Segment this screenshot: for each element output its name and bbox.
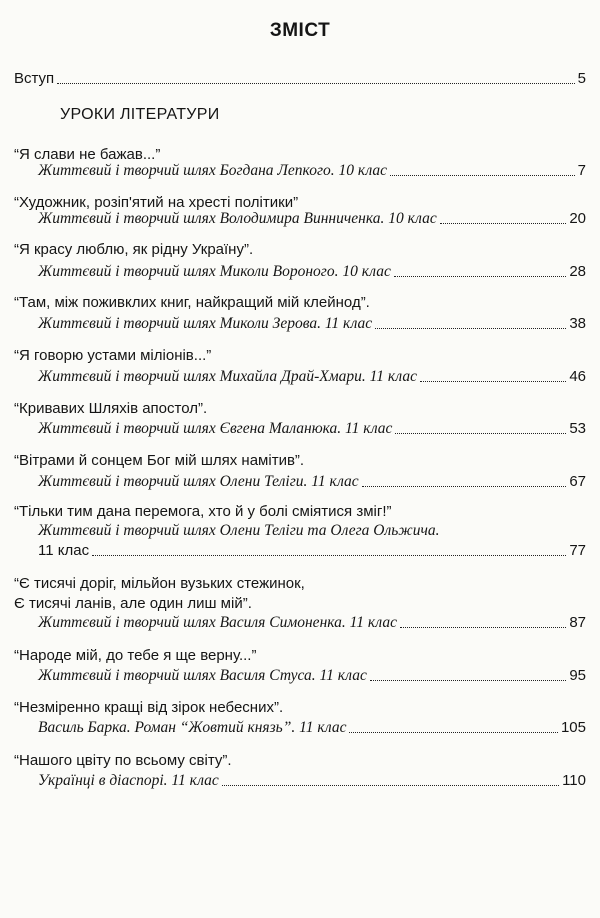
toc-page-number: 7 bbox=[577, 162, 586, 179]
toc-entry[interactable] bbox=[38, 313, 586, 333]
toc-page-number: 28 bbox=[569, 263, 586, 280]
dot-leader bbox=[394, 275, 566, 277]
toc-page-number: 77 bbox=[569, 542, 586, 559]
section-heading: УРОКИ ЛІТЕРАТУРИ bbox=[60, 106, 220, 123]
toc-entry-heading: “Там, між поживклих книг, найкращий мій клейнод”. bbox=[14, 294, 370, 311]
toc-entry-subtitle: Життєвий і творчий шлях Миколи Вороного. 10 клас bbox=[38, 263, 391, 280]
toc-entry-heading: “Я говорю устами міліонів...” bbox=[14, 347, 212, 364]
toc-entry-heading: “Кривавих Шляхів апостол”. bbox=[14, 400, 208, 417]
dot-leader bbox=[390, 174, 575, 176]
toc-entry[interactable] bbox=[38, 540, 586, 560]
toc-entry-subtitle: Життєвий і творчий шлях Миколи Зерова. 11 клас bbox=[38, 315, 373, 332]
toc-page-number: 53 bbox=[569, 420, 586, 437]
toc-entry[interactable] bbox=[38, 208, 586, 228]
toc-entry[interactable] bbox=[38, 418, 586, 438]
toc-page-number: 46 bbox=[569, 368, 586, 385]
toc-entry-heading: “Є тисячі доріг, мільйон вузьких стежинок, bbox=[14, 575, 305, 592]
toc-entry-subtitle: Василь Барка. Роман “Жовтий князь”. 11 клас bbox=[38, 719, 347, 736]
toc-entry-heading: “Нашого цвіту по всьому світу”. bbox=[14, 752, 232, 769]
toc-entry-subtitle: Життєвий і творчий шлях Василя Стуса. 11 клас bbox=[38, 667, 367, 684]
dot-leader bbox=[57, 82, 574, 84]
dot-leader bbox=[370, 679, 566, 681]
dot-leader bbox=[349, 731, 558, 733]
dot-leader bbox=[92, 554, 566, 556]
toc-entry[interactable] bbox=[38, 366, 586, 386]
toc-entry-heading: “Я красу люблю, як рідну Україну”. bbox=[14, 241, 254, 258]
toc-entry-subtitle: Українці в діаспорі. 11 клас bbox=[38, 772, 219, 789]
dot-leader bbox=[222, 784, 559, 786]
dot-leader bbox=[400, 626, 566, 628]
toc-entry[interactable] bbox=[38, 612, 586, 632]
toc-entry-subtitle: Життєвий і творчий шлях Євгена Маланюка. 11 клас bbox=[38, 420, 393, 437]
toc-entry[interactable] bbox=[38, 160, 586, 180]
toc-entry-heading: “Вітрами й сонцем Бог мій шлях намітив”. bbox=[14, 452, 305, 469]
toc-entry-subtitle: Життєвий і творчий шлях Михайла Драй-Хмари. 11 клас bbox=[38, 368, 417, 385]
toc-entry-subtitle: Життєвий і творчий шлях Володимира Винниченка. 10 клас bbox=[38, 210, 437, 227]
toc-intro[interactable] bbox=[14, 68, 586, 88]
toc-page-number: 105 bbox=[560, 719, 586, 736]
toc-entry-subtitle: Життєвий і творчий шлях Василя Симоненка. 11 клас bbox=[38, 614, 397, 631]
dot-leader bbox=[395, 432, 566, 434]
toc-entry-heading: “Художник, розіп'ятий на хресті політики” bbox=[14, 194, 299, 211]
toc-entry-subtitle: Життєвий і творчий шлях Олени Теліги та Олега Ольжича. bbox=[38, 522, 440, 539]
toc-entry[interactable] bbox=[38, 471, 586, 491]
toc-entry[interactable] bbox=[38, 261, 586, 281]
toc-page-number: 110 bbox=[562, 772, 586, 789]
toc-entry-subtitle-cont: 11 клас bbox=[38, 542, 90, 559]
dot-leader bbox=[440, 222, 567, 224]
toc-entry[interactable] bbox=[38, 717, 586, 737]
toc-page-number: 95 bbox=[569, 667, 586, 684]
toc-entry[interactable] bbox=[38, 665, 586, 685]
toc-entry-heading: “Незміренно кращі від зірок небесних”. bbox=[14, 699, 284, 716]
toc-page-number: 87 bbox=[569, 614, 586, 631]
toc-entry[interactable] bbox=[38, 770, 586, 790]
toc-page-number: 20 bbox=[569, 210, 586, 227]
toc-entry-subtitle: Життєвий і творчий шлях Богдана Лепкого. 10 клас bbox=[38, 162, 388, 179]
toc-entry-heading: “Народе мій, до тебе я ще верну...” bbox=[14, 647, 257, 664]
toc-page-number: 5 bbox=[577, 70, 586, 87]
toc-page-number: 38 bbox=[569, 315, 586, 332]
page-title: ЗМІСТ bbox=[269, 20, 331, 41]
toc-entry-heading-cont: Є тисячі ланів, але один лиш мій”. bbox=[14, 595, 252, 612]
toc-entry-heading: “Тільки тим дана перемога, хто й у болі сміятися зміг!” bbox=[14, 503, 392, 520]
dot-leader bbox=[375, 327, 566, 329]
toc-page-number: 67 bbox=[569, 473, 586, 490]
toc-entry-heading: “Я слави не бажав...” bbox=[14, 146, 161, 163]
dot-leader bbox=[362, 485, 567, 487]
toc-intro-label: Вступ bbox=[14, 70, 55, 87]
dot-leader bbox=[420, 380, 566, 382]
toc-entry-subtitle: Життєвий і творчий шлях Олени Теліги. 11 клас bbox=[38, 473, 359, 490]
